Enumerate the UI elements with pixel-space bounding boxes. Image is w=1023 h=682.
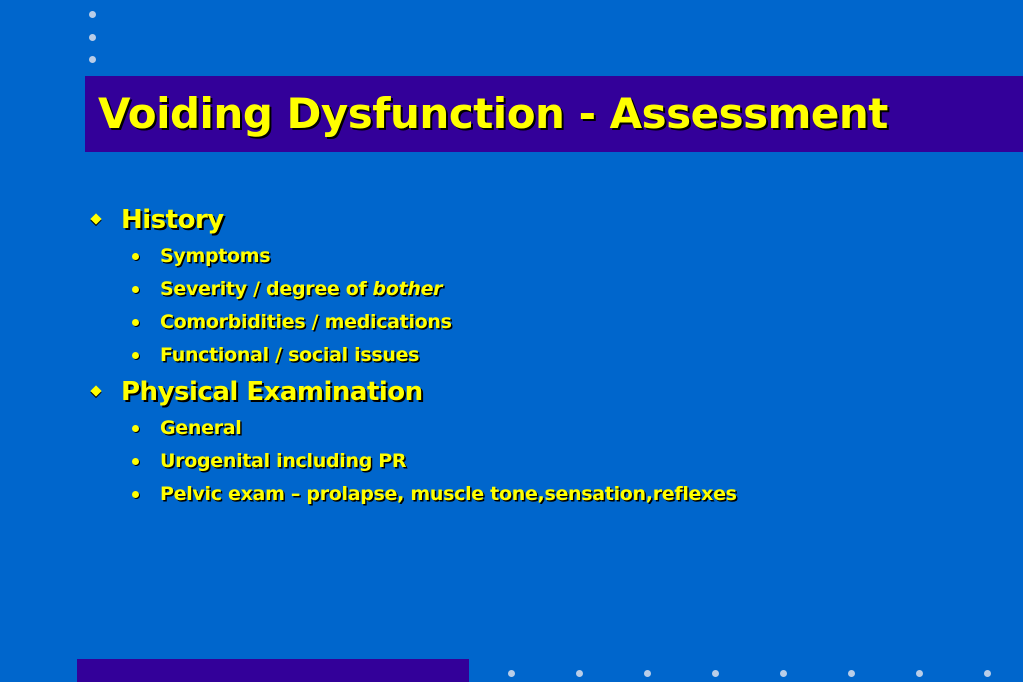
decorative-dot bbox=[89, 56, 96, 63]
decorative-dot bbox=[712, 670, 719, 677]
bullet-text: Symptoms bbox=[160, 245, 271, 267]
decorative-dot bbox=[644, 670, 651, 677]
bullet-level1 bbox=[88, 372, 988, 412]
bullet-text: General bbox=[160, 417, 242, 439]
decorative-dot bbox=[89, 11, 96, 18]
diamond-bullet-icon bbox=[90, 385, 101, 396]
round-bullet-icon bbox=[132, 491, 139, 498]
footer-bar bbox=[77, 659, 469, 682]
bullet-level2 bbox=[88, 306, 988, 339]
slide-content bbox=[88, 200, 988, 511]
round-bullet-icon bbox=[132, 319, 139, 326]
bullet-text: Comorbidities / medications bbox=[160, 311, 452, 333]
decorative-dot bbox=[916, 670, 923, 677]
section-history bbox=[88, 200, 988, 372]
bullet-level2 bbox=[88, 478, 988, 511]
decorative-dot bbox=[508, 670, 515, 677]
bullet-emphasis: bother bbox=[372, 278, 443, 300]
slide-title: Voiding Dysfunction - Assessment bbox=[98, 89, 888, 138]
round-bullet-icon bbox=[132, 286, 139, 293]
section-heading: History bbox=[121, 205, 224, 235]
bullet-text: Urogenital including PR bbox=[160, 450, 407, 472]
bullet-level2 bbox=[88, 273, 988, 306]
round-bullet-icon bbox=[132, 253, 139, 260]
diamond-bullet-icon bbox=[90, 213, 101, 224]
bullet-text: Pelvic exam – prolapse, muscle tone,sensation,reflexes bbox=[160, 483, 737, 505]
section-physical-examination bbox=[88, 372, 988, 511]
bullet-level2 bbox=[88, 445, 988, 478]
decorative-dot bbox=[780, 670, 787, 677]
section-heading: Physical Examination bbox=[121, 377, 423, 407]
bullet-text: Functional / social issues bbox=[160, 344, 420, 366]
decorative-dot bbox=[848, 670, 855, 677]
bullet-level2 bbox=[88, 412, 988, 445]
bullet-level2 bbox=[88, 339, 988, 372]
bullet-level2 bbox=[88, 240, 988, 273]
round-bullet-icon bbox=[132, 425, 139, 432]
decorative-dot bbox=[89, 34, 96, 41]
decorative-dot bbox=[984, 670, 991, 677]
round-bullet-icon bbox=[132, 458, 139, 465]
decorative-dot bbox=[576, 670, 583, 677]
bullet-level1 bbox=[88, 200, 988, 240]
bullet-text: Severity / degree of bbox=[160, 278, 367, 300]
round-bullet-icon bbox=[132, 352, 139, 359]
